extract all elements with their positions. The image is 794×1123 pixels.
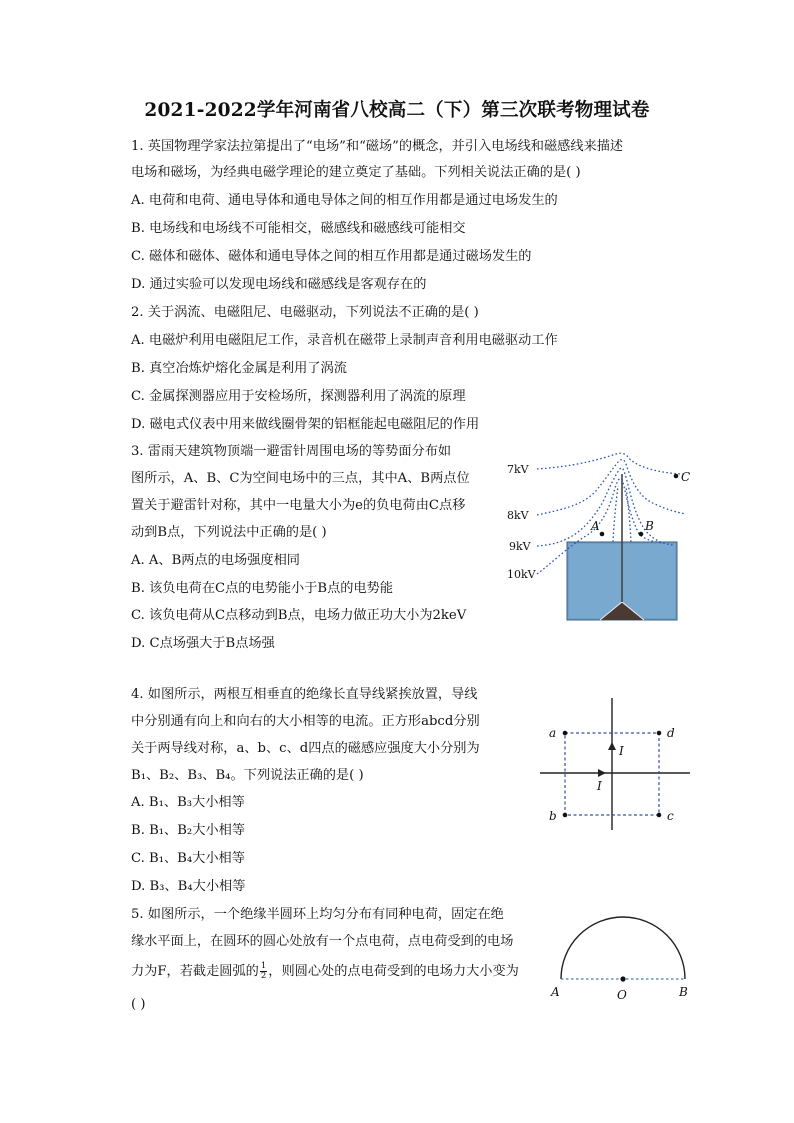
q2-option-b: B. 真空冶炼炉熔化金属是利用了涡流: [131, 361, 347, 376]
q1-option-d: D. 通过实验可以发现电场线和磁感线是客观存在的: [131, 277, 427, 292]
current-label-horizontal: I: [597, 779, 602, 793]
point-b-dot: [639, 532, 644, 537]
q3-lightning-rod-figure: [505, 452, 695, 622]
q2-option-d: D. 磁电式仪表中用来做线圈骨架的铝框能起电磁阻尼的作用: [131, 417, 480, 432]
corner-c-label: c: [667, 809, 674, 823]
q4-stem-line4: B₁、B₂、B₃、B₄。下列说法正确的是( ): [131, 768, 364, 783]
q4-wires-figure: [540, 696, 700, 832]
q4-stem-line1: 4. 如图所示，两根互相垂直的绝缘长直导线紧挨放置，导线: [131, 687, 478, 702]
q4-option-d: D. B₃、B₄大小相等: [131, 879, 246, 894]
q3-option-b: B. 该负电荷在C点的电势能小于B点的电势能: [131, 581, 394, 596]
q2-option-a: A. 电磁炉利用电磁阻尼工作，录音机在磁带上录制声音利用电磁驱动工作: [131, 333, 558, 348]
point-c-dot: [674, 474, 679, 479]
q5-stem-line4: ( ): [131, 997, 146, 1012]
q3-option-a: A. A、B两点的电场强度相同: [131, 553, 300, 568]
q1-stem-line1: 1. 英国物理学家法拉第提出了“电场”和“磁场”的概念，并引入电场线和磁感线来描述: [131, 139, 624, 154]
label-10kv: 10kV: [507, 568, 536, 581]
q2-option-c: C. 金属探测器应用于安检场所，探测器利用了涡流的原理: [131, 389, 466, 404]
q4-stem-line2: 中分别通有向上和向右的大小相等的电流。正方形abcd分别: [131, 714, 480, 729]
q3-stem-line2: 图所示，A、B、C为空间电场中的三点，其中A、B两点位: [131, 471, 470, 486]
q3-option-d: D. C点场强大于B点场强: [131, 636, 275, 651]
q1-option-b: B. 电场线和电场线不可能相交，磁感线和磁感线可能相交: [131, 221, 466, 236]
point-b-label: B: [645, 519, 654, 533]
q5-stem-line3: [131, 962, 519, 981]
label-7kv: 7kV: [507, 463, 529, 476]
point-c-label: C: [681, 470, 691, 484]
corner-b-label: b: [549, 809, 557, 823]
corner-a-label: a: [549, 726, 557, 740]
q3-option-c: C. 该负电荷从C点移动到B点，电场力做正功大小为2keV: [131, 608, 467, 623]
q5-stem-line3b: ，则圆心处的点电荷受到的电场力大小变为: [268, 964, 519, 979]
q1-option-c: C. 磁体和磁体、磁体和通电导体之间的相互作用都是通过磁场发生的: [131, 249, 532, 264]
arrow-up-icon: [608, 742, 616, 750]
corner-d-label: d: [667, 726, 675, 740]
page-title: 2021-2022学年河南省八校高二（下）第三次联考物理试卷: [144, 100, 650, 121]
q1-option-a: A. 电荷和电荷、通电导体和通电导体之间的相互作用都是通过电场发生的: [131, 193, 558, 208]
q4-option-b: B. B₁、B₂大小相等: [131, 823, 245, 838]
q5-stem-line2: 缘水平面上，在圆环的圆心处放有一个点电荷，点电荷受到的电场: [131, 934, 514, 949]
fraction: [260, 962, 267, 981]
q3-stem-line4: 动到B点，下列说法中正确的是( ): [131, 525, 327, 540]
current-label-vertical: I: [619, 744, 624, 758]
point-o-label: O: [617, 988, 627, 1002]
q1-stem-line2: 电场和磁场，为经典电磁学理论的建立奠定了基础。下列相关说法正确的是( ): [131, 165, 581, 180]
q5-stem-line1: 5. 如图所示，一个绝缘半圆环上均匀分布有同种电荷，固定在绝: [131, 907, 504, 922]
arrow-right-icon: [598, 769, 606, 777]
q4-option-a: A. B₁、B₃大小相等: [131, 795, 245, 810]
q5-semicircle-figure: [546, 908, 696, 1004]
point-a-label: A: [591, 519, 600, 533]
q2-stem: 2. 关于涡流、电磁阻尼、电磁驱动，下列说法不正确的是( ): [131, 305, 479, 320]
label-8kv: 8kV: [507, 509, 529, 522]
q4-stem-line3: 关于两导线对称，a、b、c、d四点的磁感应强度大小分别为: [131, 741, 480, 756]
semicircle-ring: [561, 917, 685, 979]
fraction-numerator: 1: [260, 961, 267, 971]
fraction-denominator: 2: [260, 971, 267, 981]
point-b-label: B: [679, 985, 688, 999]
point-a-label: A: [551, 985, 560, 999]
label-9kv: 9kV: [509, 540, 531, 553]
point-a-dot: [600, 532, 605, 537]
center-charge: [620, 976, 625, 981]
q4-option-c: C. B₁、B₄大小相等: [131, 851, 245, 866]
q3-stem-line1: 3. 雷雨天建筑物顶端一避雷针周围电场的等势面分布如: [131, 444, 452, 459]
q5-stem-line3a: 力为F，若截走圆弧的: [131, 964, 259, 979]
q3-stem-line3: 置关于避雷针对称，其中一电量大小为e的负电荷由C点移: [131, 498, 466, 513]
